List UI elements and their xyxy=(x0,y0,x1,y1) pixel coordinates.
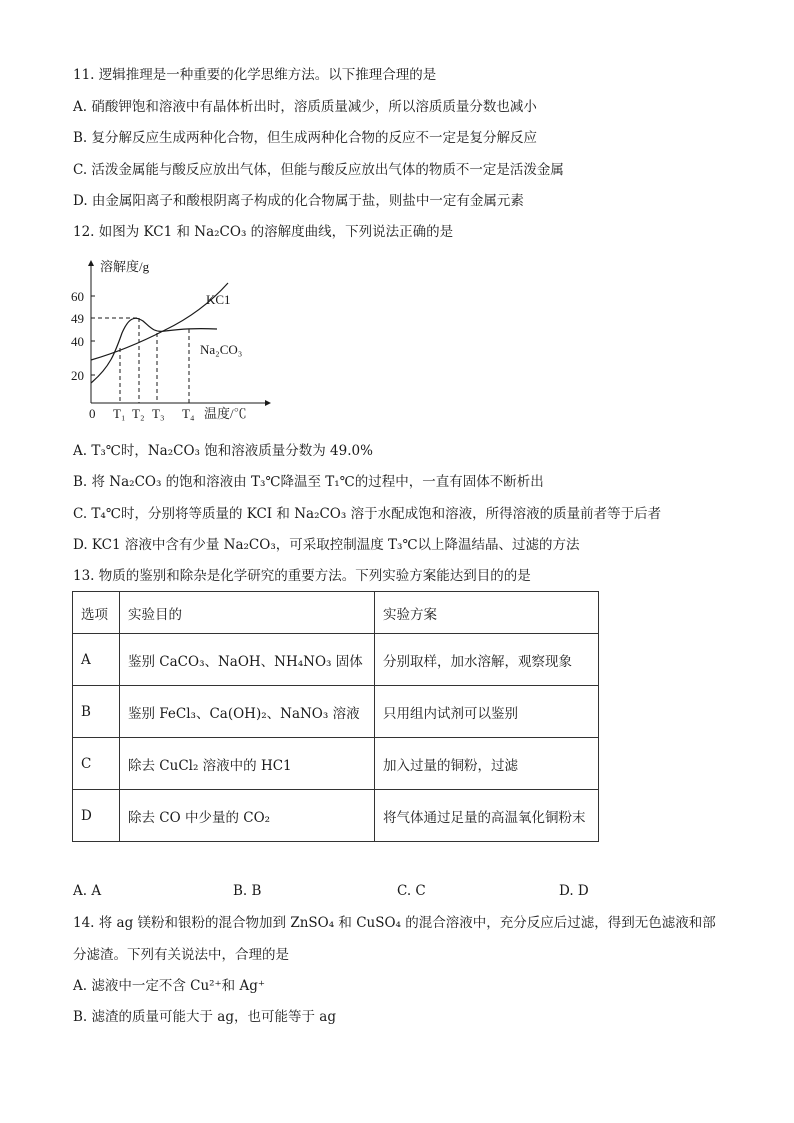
header-option: 选项 xyxy=(73,592,120,634)
y-tick-20: 20 xyxy=(71,368,84,383)
header-plan: 实验方案 xyxy=(375,592,599,634)
solubility-chart xyxy=(70,255,290,430)
q12-stem: 12. 如图为 KC1 和 Na₂CO₃ 的溶解度曲线，下列说法正确的是 xyxy=(73,224,454,240)
table-header-row xyxy=(73,592,599,634)
row-option: D xyxy=(73,790,120,842)
table-row xyxy=(73,634,599,686)
q11-option-b: B. 复分解反应生成两种化合物，但生成两种化合物的反应不一定是复分解反应 xyxy=(73,130,538,146)
row-purpose: 除去 CuCl₂ 溶液中的 HC1 xyxy=(120,738,375,790)
q12-option-d: D. KC1 溶液中含有少量 Na₂CO₃，可采取控制温度 T₃℃以上降温结晶、过滤的方法 xyxy=(73,537,580,553)
row-purpose: 除去 CO 中少量的 CO₂ xyxy=(120,790,375,842)
x-axis-label: 温度/℃ xyxy=(204,406,247,421)
y-axis-label: 溶解度/g xyxy=(100,259,150,274)
y-tick-49: 49 xyxy=(71,311,84,326)
x-tick-t2: T₂ xyxy=(132,406,145,421)
row-option: B xyxy=(73,686,120,738)
q14-option-a: A. 滤液中一定不含 Cu²⁺和 Ag⁺ xyxy=(73,978,265,994)
q13-option-a: A. A xyxy=(73,883,102,899)
experiment-table xyxy=(72,591,599,842)
row-purpose: 鉴别 CaCO₃、NaOH、NH₄NO₃ 固体 xyxy=(120,634,375,686)
q14-option-b: B. 滤渣的质量可能大于 ag，也可能等于 ag xyxy=(73,1009,336,1025)
x-tick-t1: T₁ xyxy=(113,406,126,421)
q14-stem-line1: 14. 将 ag 镁粉和银粉的混合物加到 ZnSO₄ 和 CuSO₄ 的混合溶液中，充分反应后过滤，得到无色滤液和部 xyxy=(73,915,716,931)
y-tick-40: 40 xyxy=(71,334,84,349)
q12-option-a: A. T₃℃时，Na₂CO₃ 饱和溶液质量分数为 49.0% xyxy=(73,443,373,459)
row-plan: 只用组内试剂可以鉴别 xyxy=(375,686,599,738)
row-plan: 将气体通过足量的高温氧化铜粉末 xyxy=(375,790,599,842)
q12-option-b: B. 将 Na₂CO₃ 的饱和溶液由 T₃℃降温至 T₁℃的过程中，一直有固体不断析出 xyxy=(73,474,544,490)
q11-option-d: D. 由金属阳离子和酸根阴离子构成的化合物属于盐，则盐中一定有金属元素 xyxy=(73,193,524,209)
x-tick-t3: T₃ xyxy=(152,406,165,421)
row-purpose: 鉴别 FeCl₃、Ca(OH)₂、NaNO₃ 溶液 xyxy=(120,686,375,738)
q12-option-c: C. T₄℃时，分别将等质量的 KCI 和 Na₂CO₃ 溶于水配成饱和溶液，所得溶液的质量前者等于后者 xyxy=(73,506,662,522)
x-tick-t4: T₄ xyxy=(182,406,195,421)
table-row xyxy=(73,790,599,842)
table-row xyxy=(73,738,599,790)
q11-option-c: C. 活泼金属能与酸反应放出气体，但能与酸反应放出气体的物质不一定是活泼金属 xyxy=(73,162,564,178)
q11-option-a: A. 硝酸钾饱和溶液中有晶体析出时，溶质质量减少，所以溶质质量分数也减小 xyxy=(73,99,537,115)
q13-option-d: D. D xyxy=(559,883,589,899)
q14-stem-line2: 分滤渣。下列有关说法中，合理的是 xyxy=(73,947,289,963)
q13-option-b: B. B xyxy=(233,883,262,899)
row-option: C xyxy=(73,738,120,790)
series-na2co3 xyxy=(91,318,217,383)
q13-stem: 13. 物质的鉴别和除杂是化学研究的重要方法。下列实验方案能达到目的的是 xyxy=(73,568,531,584)
q13-option-c: C. C xyxy=(397,883,426,899)
q11-stem: 11. 逻辑推理是一种重要的化学思维方法。以下推理合理的是 xyxy=(73,67,437,83)
header-purpose: 实验目的 xyxy=(120,592,375,634)
row-plan: 加入过量的铜粉，过滤 xyxy=(375,738,599,790)
series-label-kcl: KC1 xyxy=(206,292,231,307)
table-row xyxy=(73,686,599,738)
row-plan: 分别取样，加水溶解，观察现象 xyxy=(375,634,599,686)
y-tick-60: 60 xyxy=(71,289,84,304)
row-option: A xyxy=(73,634,120,686)
x-tick-0: 0 xyxy=(89,406,96,421)
series-label-na2co3: Na₂CO₃ xyxy=(200,342,243,357)
